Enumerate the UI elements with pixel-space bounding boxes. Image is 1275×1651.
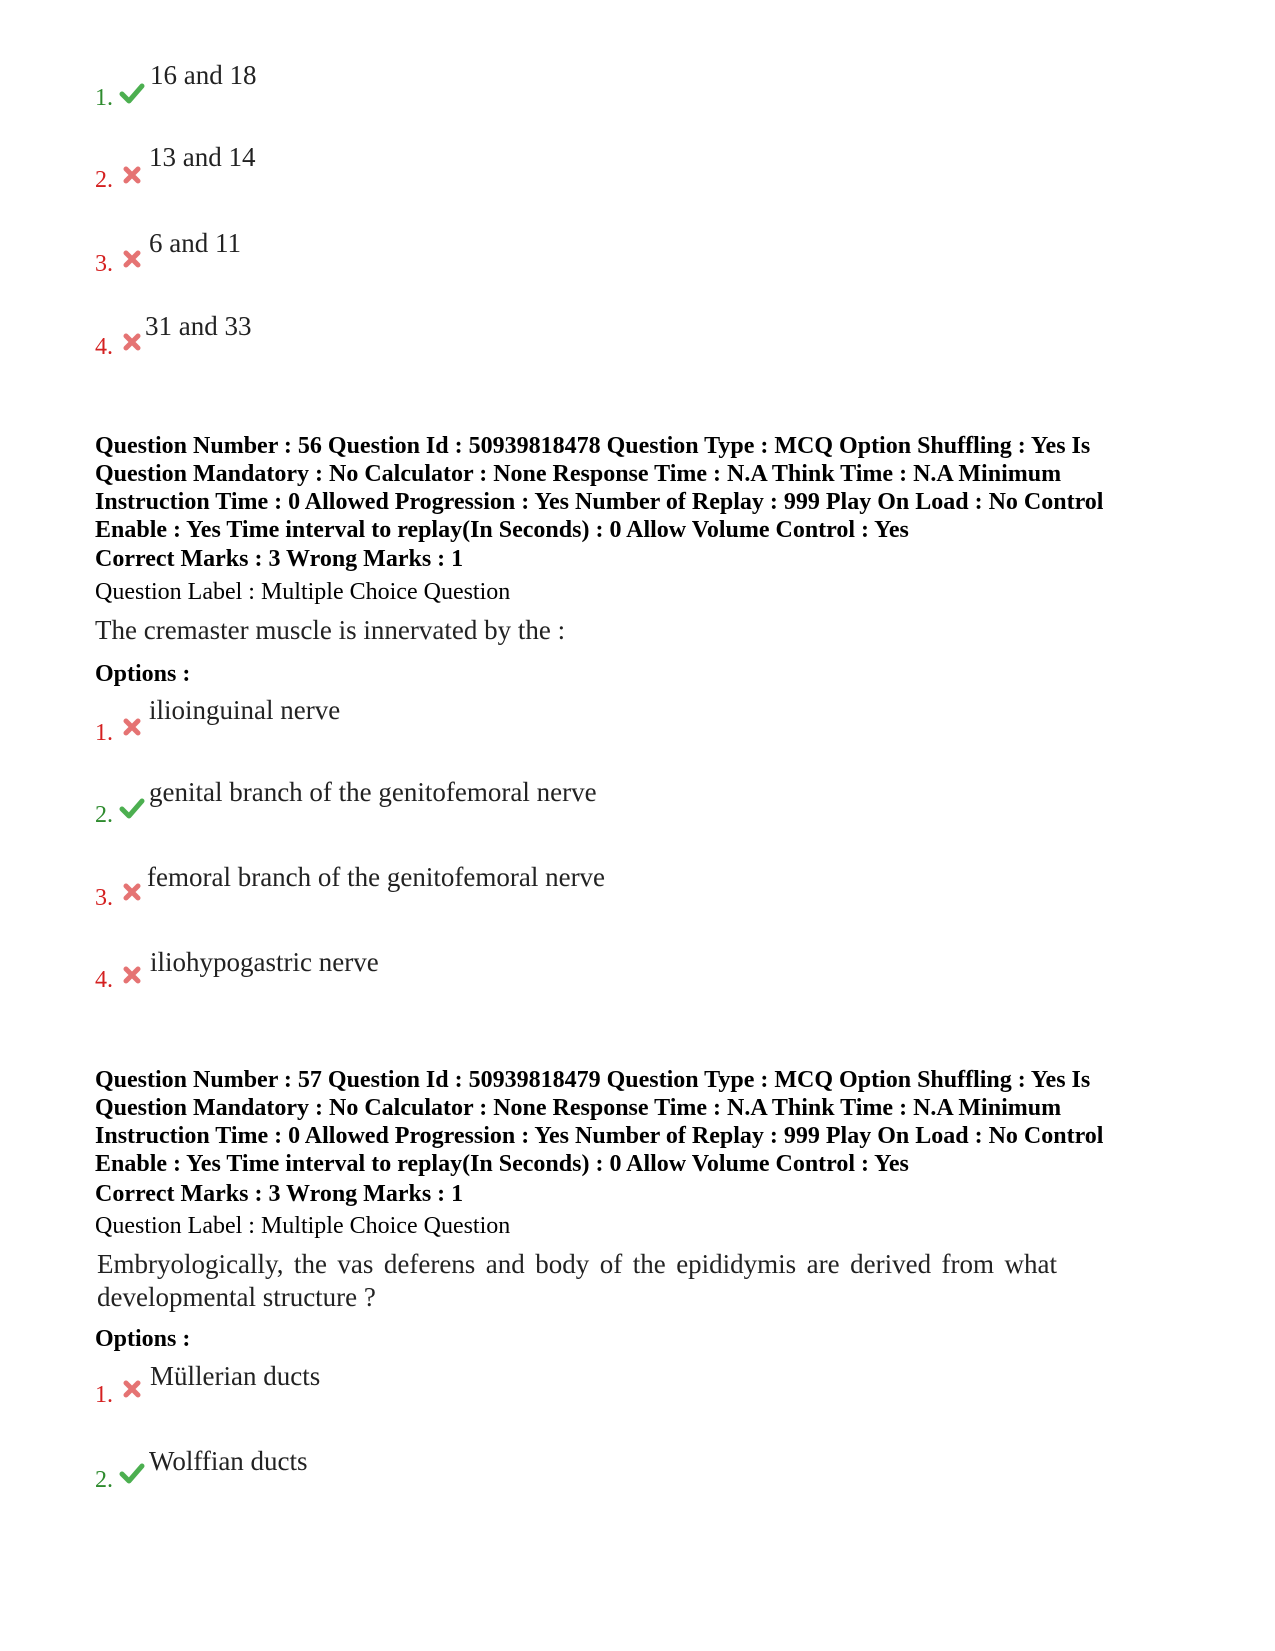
option-number: 4. bbox=[95, 967, 113, 993]
option-text: iliohypogastric nerve bbox=[150, 947, 379, 977]
marks-info: Correct Marks : 3 Wrong Marks : 1 bbox=[95, 546, 464, 572]
option-text: 13 and 14 bbox=[149, 142, 256, 172]
option-item bbox=[0, 142, 1000, 202]
cross-icon bbox=[119, 246, 145, 272]
option-item bbox=[0, 1361, 1000, 1421]
cross-icon bbox=[119, 714, 145, 740]
option-number: 4. bbox=[95, 334, 113, 360]
meta-line: Enable : Yes Time interval to replay(In Seconds) : 0 Allow Volume Control : Yes bbox=[95, 517, 909, 543]
option-text: 31 and 33 bbox=[145, 311, 252, 341]
option-text: Wolffian ducts bbox=[149, 1446, 308, 1476]
option-item bbox=[0, 60, 1000, 120]
option-item bbox=[0, 947, 1000, 1007]
meta-line: Question Number : 56 Question Id : 50939818478 Question Type : MCQ Option Shuffling : Yes Is bbox=[95, 433, 1091, 459]
option-number: 2. bbox=[95, 167, 113, 193]
option-text: genital branch of the genitofemoral nerve bbox=[149, 777, 597, 807]
option-text: Müllerian ducts bbox=[150, 1361, 321, 1391]
meta-line: Question Mandatory : No Calculator : None Response Time : N.A Think Time : N.A Minimum bbox=[95, 1095, 1062, 1121]
question-label: Question Label : Multiple Choice Question bbox=[95, 1213, 511, 1239]
option-number: 1. bbox=[95, 720, 113, 746]
option-item bbox=[0, 862, 1000, 922]
marks-info: Correct Marks : 3 Wrong Marks : 1 bbox=[95, 1181, 464, 1207]
option-item bbox=[0, 695, 1000, 755]
question-text bbox=[97, 1248, 1057, 1314]
option-text: ilioinguinal nerve bbox=[149, 695, 341, 725]
question-meta bbox=[95, 432, 1205, 544]
option-text: 6 and 11 bbox=[149, 228, 241, 258]
option-number: 3. bbox=[95, 251, 113, 277]
option-number: 3. bbox=[95, 885, 113, 911]
check-icon bbox=[119, 80, 145, 106]
option-item bbox=[0, 777, 1000, 837]
check-icon bbox=[119, 795, 145, 821]
meta-line: Instruction Time : 0 Allowed Progression : Yes Number of Replay : 999 Play On Load : No Control bbox=[95, 489, 1104, 515]
meta-line: Question Mandatory : No Calculator : None Response Time : N.A Think Time : N.A Minimum bbox=[95, 461, 1062, 487]
question-label: Question Label : Multiple Choice Question bbox=[95, 579, 511, 605]
cross-icon bbox=[119, 879, 145, 905]
option-text: 16 and 18 bbox=[150, 60, 257, 90]
option-item bbox=[0, 228, 1000, 288]
option-item bbox=[0, 1446, 1000, 1506]
check-icon bbox=[119, 1460, 145, 1486]
cross-icon bbox=[119, 162, 145, 188]
option-item bbox=[0, 311, 1000, 371]
option-text: femoral branch of the genitofemoral nerve bbox=[147, 862, 606, 892]
question-line: Embryologically, the vas deferens and body of the epididymis are derived from what bbox=[97, 1249, 1057, 1279]
question-meta bbox=[95, 1066, 1205, 1178]
option-number: 1. bbox=[95, 1382, 113, 1408]
option-number: 2. bbox=[95, 802, 113, 828]
meta-line: Instruction Time : 0 Allowed Progression : Yes Number of Replay : 999 Play On Load : No Control bbox=[95, 1123, 1104, 1149]
cross-icon bbox=[119, 329, 145, 355]
question-text bbox=[95, 614, 565, 647]
options-heading: Options : bbox=[95, 661, 191, 687]
option-number: 2. bbox=[95, 1467, 113, 1493]
meta-line: Question Number : 57 Question Id : 50939818479 Question Type : MCQ Option Shuffling : Yes Is bbox=[95, 1067, 1091, 1093]
question-line: The cremaster muscle is innervated by the : bbox=[95, 615, 566, 645]
option-number: 1. bbox=[95, 85, 113, 111]
meta-line: Enable : Yes Time interval to replay(In Seconds) : 0 Allow Volume Control : Yes bbox=[95, 1151, 909, 1177]
options-heading: Options : bbox=[95, 1326, 191, 1352]
cross-icon bbox=[119, 1376, 145, 1402]
cross-icon bbox=[119, 962, 145, 988]
question-line: developmental structure ? bbox=[97, 1282, 376, 1312]
